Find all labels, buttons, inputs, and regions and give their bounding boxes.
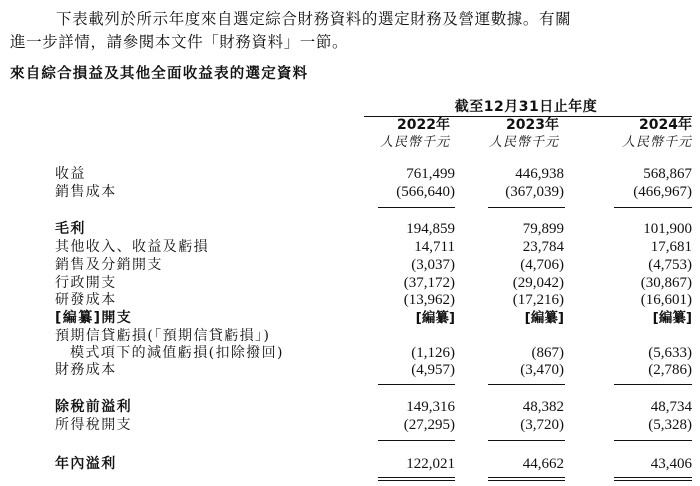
row-value-2024: 17,681	[650, 239, 692, 255]
period-header: 截至12月31日止年度	[454, 99, 598, 115]
row-value-2024: (466,967)	[633, 184, 692, 200]
column-year: 2024年	[639, 117, 692, 133]
table-row-redacted-expenses	[0, 309, 700, 327]
row-value-2023: 23,784	[522, 239, 564, 255]
table-row-admin-expenses	[0, 274, 700, 292]
row-label: 研發成本	[55, 292, 117, 308]
column-header-2022	[340, 116, 450, 152]
row-value-2022: (13,962)	[403, 292, 455, 308]
subtotal-rule	[488, 440, 565, 441]
table-row-revenue	[0, 165, 700, 183]
subtotal-rule	[488, 384, 565, 385]
table-row-selling-expenses	[0, 256, 700, 274]
column-year: 2023年	[506, 117, 559, 133]
row-value-2022: (1,126)	[411, 345, 455, 361]
row-value-2023: 79,899	[522, 221, 564, 237]
row-label: 毛利	[55, 221, 86, 237]
row-value-2024: (5,633)	[648, 345, 692, 361]
table-row-other-income	[0, 238, 700, 256]
row-value-2022: 14,711	[414, 239, 455, 255]
row-value-2024: (5,328)	[648, 417, 692, 433]
table-row-rd-costs	[0, 291, 700, 309]
table-row-gross-profit	[0, 220, 700, 238]
subtotal-rule	[378, 207, 455, 208]
row-label: 收益	[55, 166, 86, 182]
row-label: 預期信貸虧損(「預期信貸虧損」)	[55, 328, 271, 344]
row-value-2024: (30,867)	[640, 275, 692, 291]
column-header-2024	[582, 116, 692, 152]
row-label: 年內溢利	[55, 456, 117, 472]
row-value-2022: 149,316	[406, 399, 455, 415]
row-value-2022: (4,957)	[411, 362, 455, 378]
row-value-2024: (2,786)	[648, 362, 692, 378]
row-value-2024: 101,900	[643, 221, 692, 237]
subtotal-rule	[378, 384, 455, 385]
row-value-2023: (3,470)	[520, 362, 564, 378]
row-value-2024: 568,867	[643, 166, 692, 182]
total-double-rule	[614, 477, 692, 481]
intro-line-1: 下表載列於所示年度來自選定綜合財務資料的選定財務及營運數據。有關	[56, 10, 572, 28]
row-value-2024: (16,601)	[640, 292, 692, 308]
subtotal-rule	[378, 440, 455, 441]
row-value-2023: (4,706)	[520, 257, 564, 273]
row-value-2023: (29,042)	[512, 275, 564, 291]
intro-paragraph	[10, 8, 692, 54]
column-header-2023	[449, 116, 559, 152]
column-unit: 人民幣千元	[488, 135, 559, 150]
section-title: 來自綜合損益及其他全面收益表的選定資料	[10, 66, 309, 82]
row-value-2022: (3,037)	[411, 257, 455, 273]
column-unit: 人民幣千元	[379, 135, 450, 150]
row-label: 模式項下的減值虧損(扣除撥回)	[70, 345, 284, 361]
row-value-2023: 446,938	[515, 166, 564, 182]
subtotal-rule	[488, 207, 565, 208]
row-label: 所得稅開支	[55, 417, 132, 433]
row-value-2023: (17,216)	[512, 292, 564, 308]
row-value-2022: (27,295)	[403, 417, 455, 433]
table-row-ecl-heading	[0, 327, 700, 345]
row-value-2022: 761,499	[406, 166, 455, 182]
row-value-2023: (3,720)	[520, 417, 564, 433]
total-double-rule	[378, 477, 455, 481]
row-value-2024: 43,406	[650, 456, 692, 472]
row-value-2023: (867)	[531, 345, 564, 361]
column-year: 2022年	[397, 117, 450, 133]
row-label: 銷售及分銷開支	[55, 257, 163, 273]
row-value-2023: (367,039)	[505, 184, 564, 200]
row-value-2022: [編纂]	[415, 310, 455, 326]
row-value-2022: (566,640)	[396, 184, 455, 200]
total-double-rule	[488, 477, 565, 481]
row-value-2022: (37,172)	[403, 275, 455, 291]
row-value-2023: 48,382	[522, 399, 564, 415]
table-row-profit-for-year	[0, 455, 700, 473]
row-label: 除稅前溢利	[55, 399, 132, 415]
intro-line-2: 進一步詳情，請參閱本文件「財務資料」一節。	[10, 33, 349, 51]
row-value-2024: (4,753)	[648, 257, 692, 273]
row-value-2022: 122,021	[406, 456, 455, 472]
table-row-profit-before-tax	[0, 398, 700, 416]
row-label: 銷售成本	[55, 184, 117, 200]
row-label: 行政開支	[55, 275, 117, 291]
table-row-finance-costs	[0, 361, 700, 379]
table-row-cost-of-sales	[0, 183, 700, 201]
row-value-2023: [編纂]	[524, 310, 564, 326]
row-value-2024: [編纂]	[652, 310, 692, 326]
row-label: [編纂]開支	[55, 310, 133, 326]
subtotal-rule	[614, 440, 692, 441]
subtotal-rule	[614, 207, 692, 208]
row-label: 財務成本	[55, 362, 117, 378]
row-value-2022: 194,859	[406, 221, 455, 237]
row-label: 其他收入、收益及虧損	[55, 239, 209, 255]
table-row-impairment-losses	[0, 344, 700, 362]
row-value-2023: 44,662	[522, 456, 564, 472]
subtotal-rule	[614, 384, 692, 385]
column-unit: 人民幣千元	[621, 135, 692, 150]
table-row-income-tax	[0, 416, 700, 434]
row-value-2024: 48,734	[650, 399, 692, 415]
